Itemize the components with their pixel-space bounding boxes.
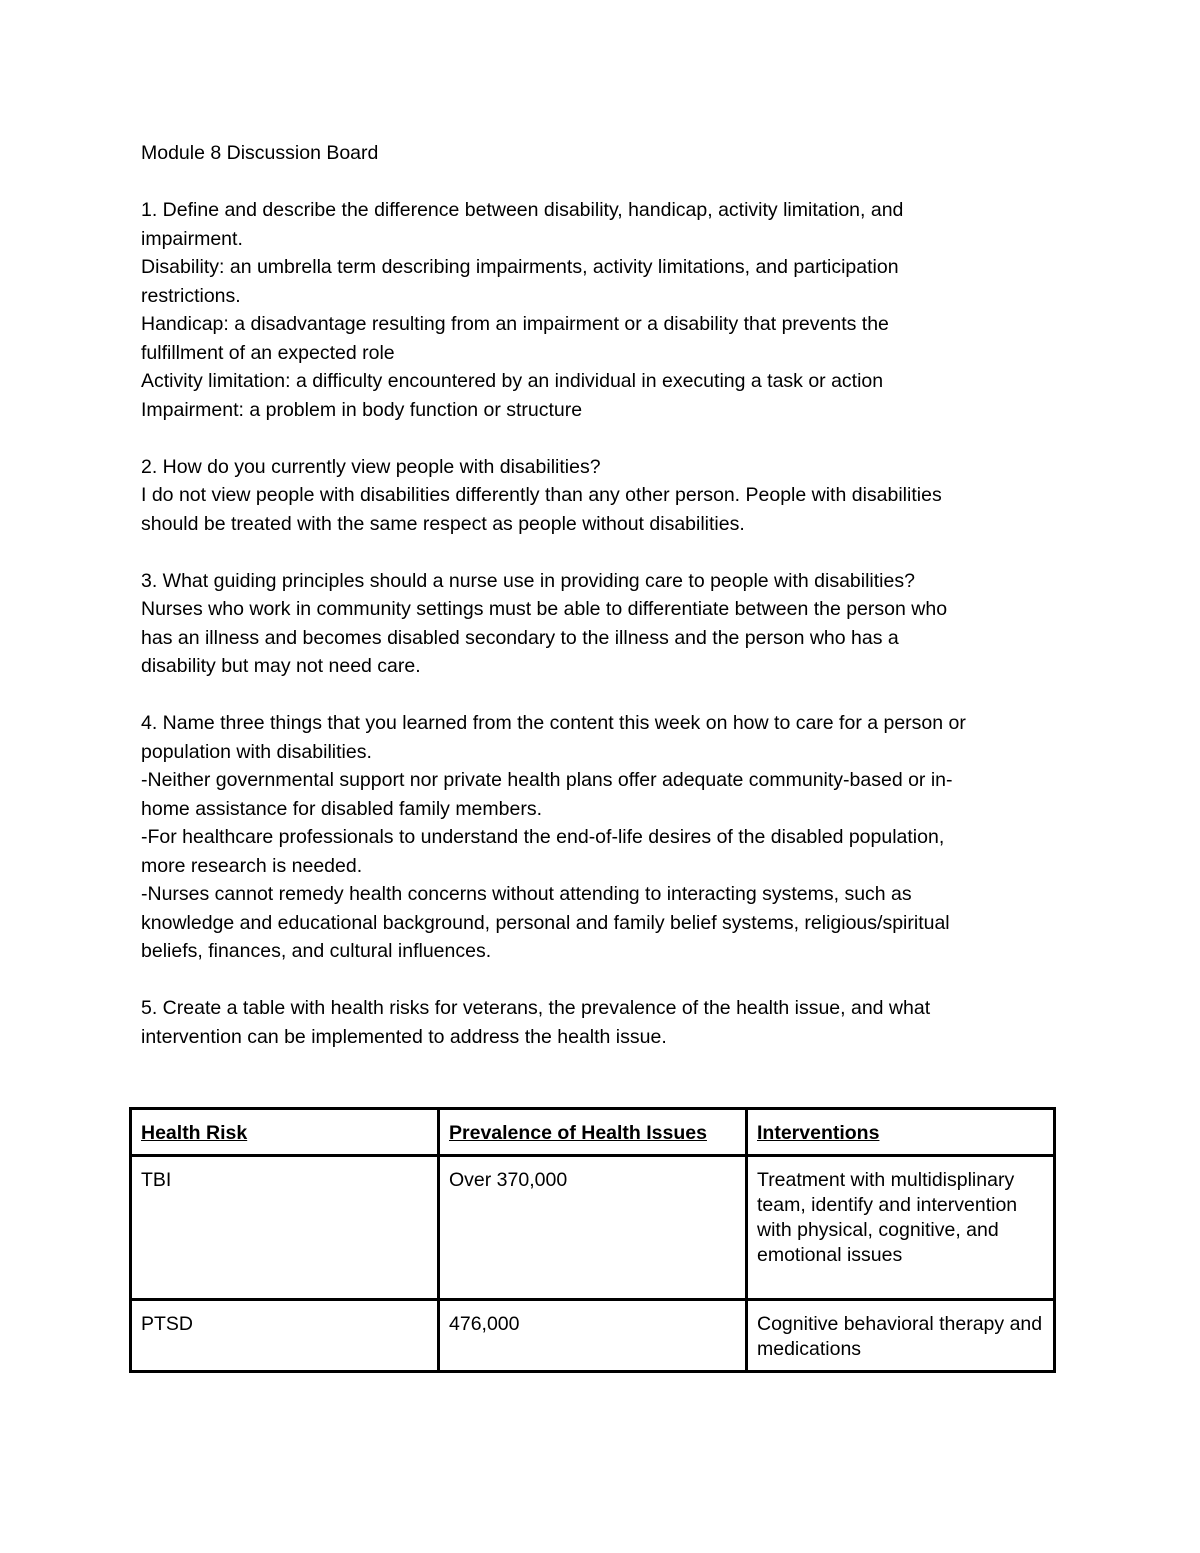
answer-4-item-1-cont: home assistance for disabled family members. [141, 797, 542, 820]
answer-impairment: Impairment: a problem in body function or structure [141, 398, 583, 421]
question-5: 5. Create a table with health risks for veterans, the prevalence of the health issue, and what [141, 997, 931, 1019]
health-risk-table [129, 1107, 1056, 1373]
answer-4-item-3-cont: knowledge and educational background, personal and family belief systems, religious/spiritual [141, 911, 950, 934]
header-health-risk: Health Risk [141, 1122, 248, 1144]
blank-line [141, 681, 1061, 710]
question-2: 2. How do you currently view people with disabilities? [141, 455, 601, 478]
question-3: 3. What guiding principles should a nurse use in providing care to people with disabilities? [141, 569, 915, 592]
question-5-cont: intervention can be implemented to address the health issue. [141, 1025, 667, 1048]
header-interventions: Interventions [757, 1122, 880, 1144]
blank-line [141, 538, 1061, 567]
cell-health-risk: PTSD [131, 1300, 439, 1372]
answer-handicap: Handicap: a disadvantage resulting from an impairment or a disability that prevents the [141, 313, 889, 335]
question-4-cont: population with disabilities. [141, 740, 372, 763]
answer-4-item-3: -Nurses cannot remedy health concerns without attending to interacting systems, such as [141, 883, 912, 905]
table-header-row [131, 1109, 1055, 1156]
answer-disability-cont: restrictions. [141, 284, 241, 307]
answer-4-item-2-cont: more research is needed. [141, 854, 363, 877]
answer-2-cont: should be treated with the same respect as people without disabilities. [141, 512, 745, 535]
table-header-cell [131, 1109, 439, 1156]
answer-4-item-2: -For healthcare professionals to understand the end-of-life desires of the disabled population, [141, 826, 945, 848]
cell-interventions: Treatment with multidisplinary team, identify and intervention with physical, cognitive, and emotional issues [747, 1156, 1055, 1300]
cell-prevalence: 476,000 [439, 1300, 747, 1372]
blank-line [141, 966, 1061, 995]
answer-activity-limitation: Activity limitation: a difficulty encountered by an individual in executing a task or action [141, 370, 884, 392]
answer-disability: Disability: an umbrella term describing impairments, activity limitations, and participation [141, 256, 899, 278]
document-body [141, 139, 1061, 1051]
cell-prevalence: Over 370,000 [439, 1156, 747, 1300]
answer-handicap-cont: fulfillment of an expected role [141, 341, 395, 364]
question-4: 4. Name three things that you learned from the content this week on how to care for a person or [141, 712, 966, 734]
answer-3-cont: disability but may not need care. [141, 655, 421, 677]
question-1: 1. Define and describe the difference between disability, handicap, activity limitation, and [141, 199, 904, 221]
document-title: Module 8 Discussion Board [141, 142, 379, 164]
header-prevalence: Prevalence of Health Issues [449, 1122, 707, 1144]
cell-interventions: Cognitive behavioral therapy and medications [747, 1300, 1055, 1372]
blank-line [141, 168, 1061, 197]
answer-3: Nurses who work in community settings must be able to differentiate between the person who [141, 598, 948, 620]
answer-3-cont: has an illness and becomes disabled secondary to the illness and the person who has a [141, 626, 899, 649]
answer-4-item-3-cont: beliefs, finances, and cultural influences. [141, 940, 492, 962]
cell-health-risk: TBI [131, 1156, 439, 1300]
table-row [131, 1156, 1055, 1300]
answer-2: I do not view people with disabilities differently than any other person. People with disabilities [141, 484, 942, 506]
answer-4-item-1: -Neither governmental support nor private health plans offer adequate community-based or in- [141, 769, 953, 791]
question-1-cont: impairment. [141, 227, 243, 250]
blank-line [141, 424, 1061, 453]
table-header-cell [747, 1109, 1055, 1156]
table-row [131, 1300, 1055, 1372]
table-header-cell [439, 1109, 747, 1156]
